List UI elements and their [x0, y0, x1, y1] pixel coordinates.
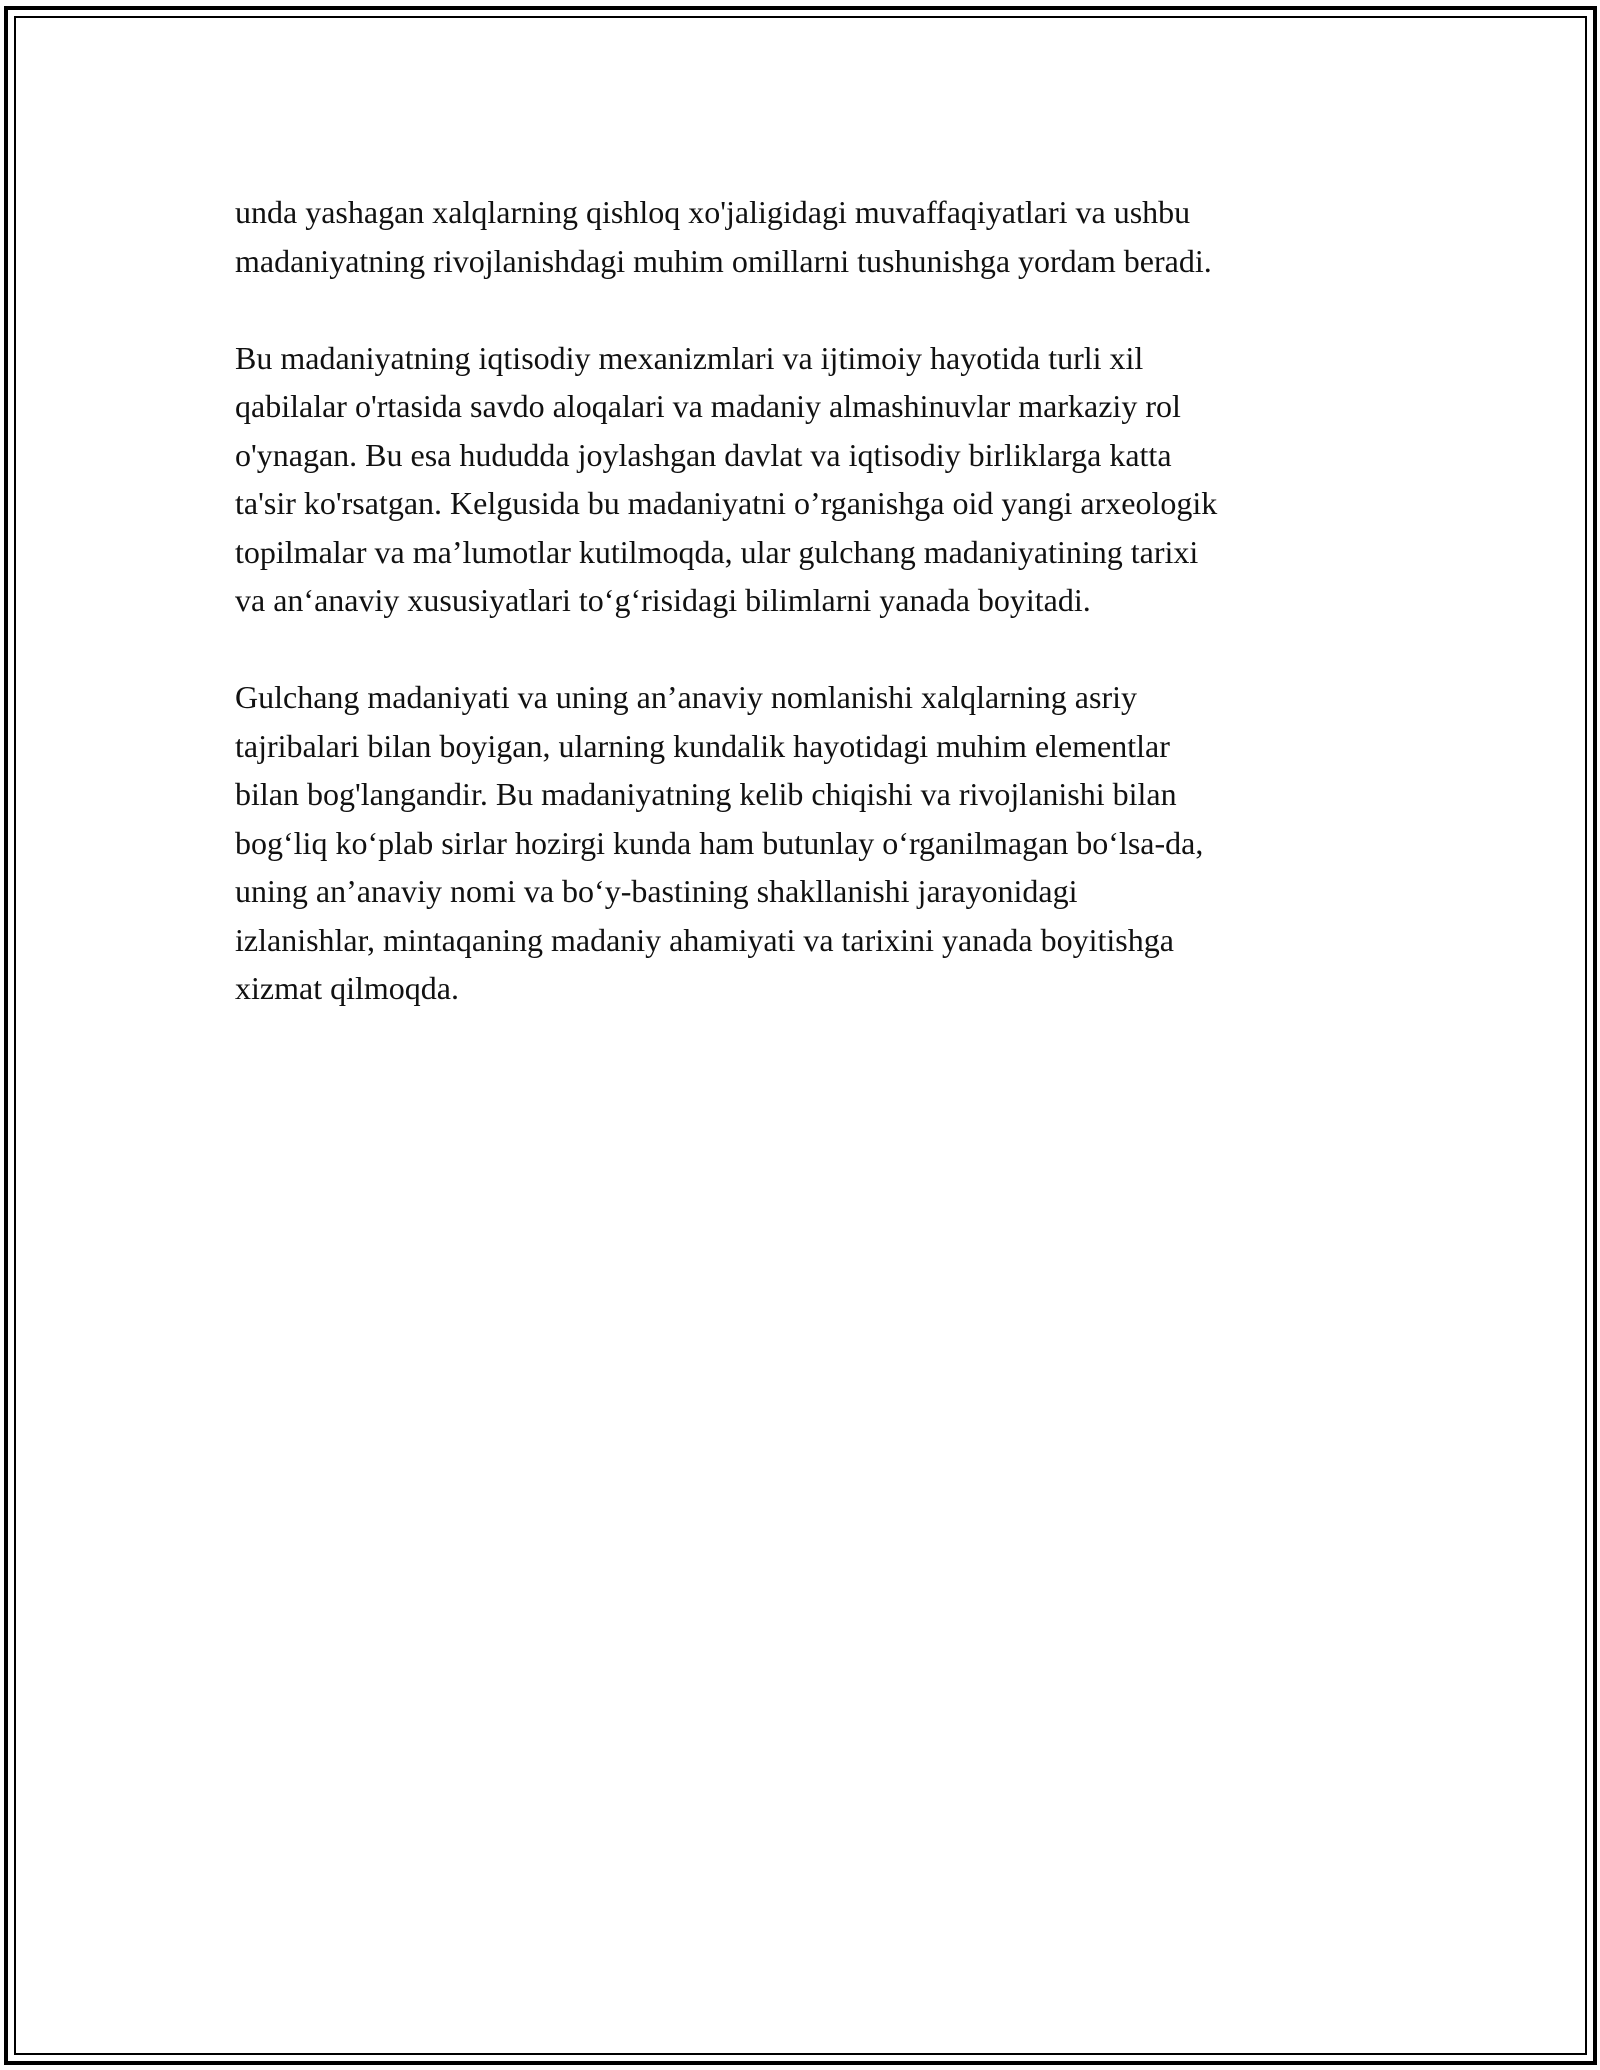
text-line: Bu madaniyatning iqtisodiy mexanizmlari va ijtimoiy hayotida turli xil	[235, 339, 1144, 376]
text-line: o'ynagan. Bu esa hududda joylashgan davlat va iqtisodiy birliklarga katta	[235, 436, 1172, 473]
paragraph-3	[235, 673, 1385, 1013]
text-line: izlanishlar, mintaqaning madaniy ahamiyati va tarixini yanada boyitishga	[235, 921, 1174, 958]
text-line: bilan bog'langandir. Bu madaniyatning kelib chiqishi va rivojlanishi bilan	[235, 776, 1177, 812]
text-line: va an‘anaviy xususiyatlari to‘g‘risidagi bilimlarni yanada boyitadi.	[235, 582, 1091, 618]
text-line: xizmat qilmoqda.	[235, 970, 459, 1006]
text-line: unda yashagan xalqlarning qishloq xo'jaligidagi muvaffaqiyatlari va ushbu	[235, 194, 1191, 230]
text-line: qabilalar o'rtasida savdo aloqalari va madaniy almashinuvlar markaziy rol	[235, 388, 1181, 424]
text-line: Gulchang madaniyati va uning an’anaviy nomlanishi xalqlarning asriy	[235, 679, 1137, 715]
document-body	[235, 188, 1385, 1061]
text-line: topilmalar va ma’lumotlar kutilmoqda, ular gulchang madaniyatining tarixi	[235, 533, 1199, 570]
text-line: madaniyatning rivojlanishdagi muhim omillarni tushunishga yordam beradi.	[235, 242, 1212, 279]
paragraph-1	[235, 188, 1385, 285]
paragraph-2	[235, 334, 1385, 625]
text-line: uning an’anaviy nomi va bo‘y-bastining shakllanishi jarayonidagi	[235, 873, 1078, 909]
text-line: bog‘liq ko‘plab sirlar hozirgi kunda ham butunlay o‘rganilmagan bo‘lsa-da,	[235, 824, 1204, 861]
text-line: tajribalari bilan boyigan, ularning kundalik hayotidagi muhim elementlar	[235, 727, 1170, 764]
text-line: ta'sir ko'rsatgan. Kelgusida bu madaniyatni o’rganishga oid yangi arxeologik	[235, 485, 1218, 521]
